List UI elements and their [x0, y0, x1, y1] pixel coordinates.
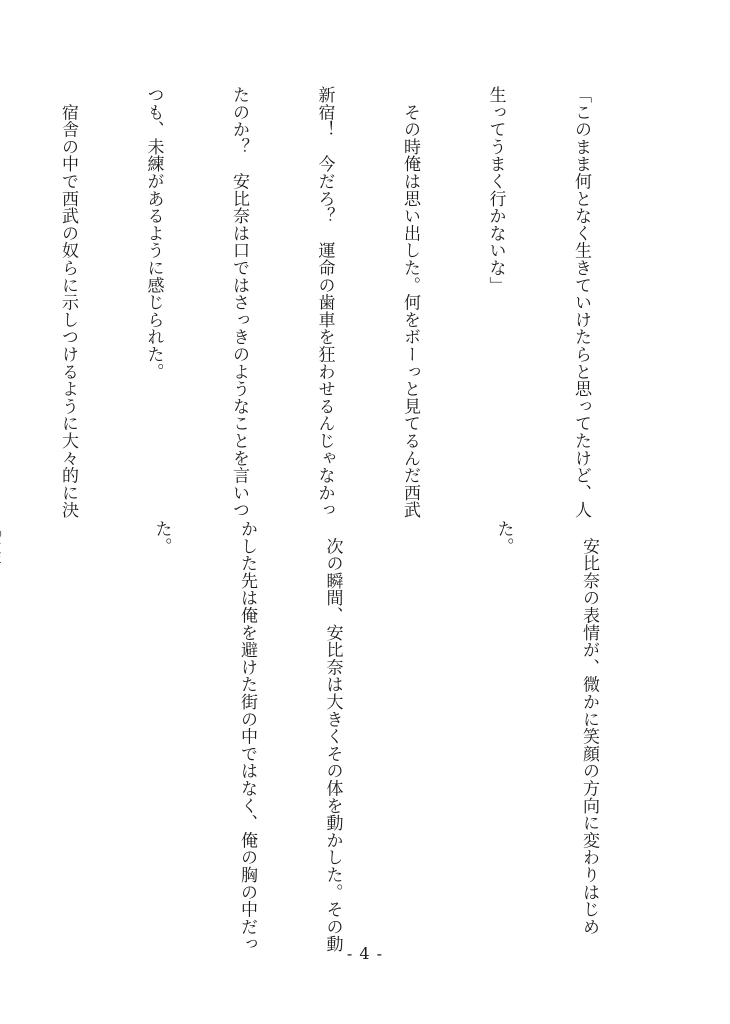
- lower-line-4: 次の瞬間、安比奈は大きくその体を動かした。その動: [322, 520, 343, 953]
- lower-blank-2: [62, 520, 91, 930]
- lower-line-2: た。: [493, 520, 514, 555]
- upper-line-3: その時俺は思い出した。何をボーっと見てるんだ西武: [400, 86, 420, 519]
- upper-line-4: 新宿！ 今だろ？ 運命の歯車を狂わせるんじゃなかっ: [314, 86, 335, 519]
- lower-line-5: かした先は俺を避けた街の中ではなく、俺の胸の中だっ: [237, 520, 257, 953]
- page-number: - 4 -: [346, 944, 384, 963]
- upper-line-2: 生ってうまく行かないな」: [485, 86, 506, 294]
- upper-line-7: 宿舎の中で西武の奴らに示しつけるように大々的に決: [58, 86, 78, 519]
- lower-text-block: [60, 520, 660, 953]
- upper-line-5: たのか？ 安比奈は口ではさっきのようなことを言いつ: [229, 86, 249, 519]
- upper-line-1: 「このまま何となく生きていけたらと思ってたけど、人: [571, 86, 591, 519]
- lower-line-8: [0, 520, 5, 930]
- upper-line-6: つも、未練があるように感じられた。: [143, 86, 164, 381]
- upper-text-block: [58, 86, 652, 519]
- lower-line-6: た。: [151, 520, 172, 555]
- lower-blank-1: [404, 520, 433, 930]
- lower-line-1: 安比奈の表情が、微かに笑顔の方向に変わりはじめ: [579, 520, 599, 936]
